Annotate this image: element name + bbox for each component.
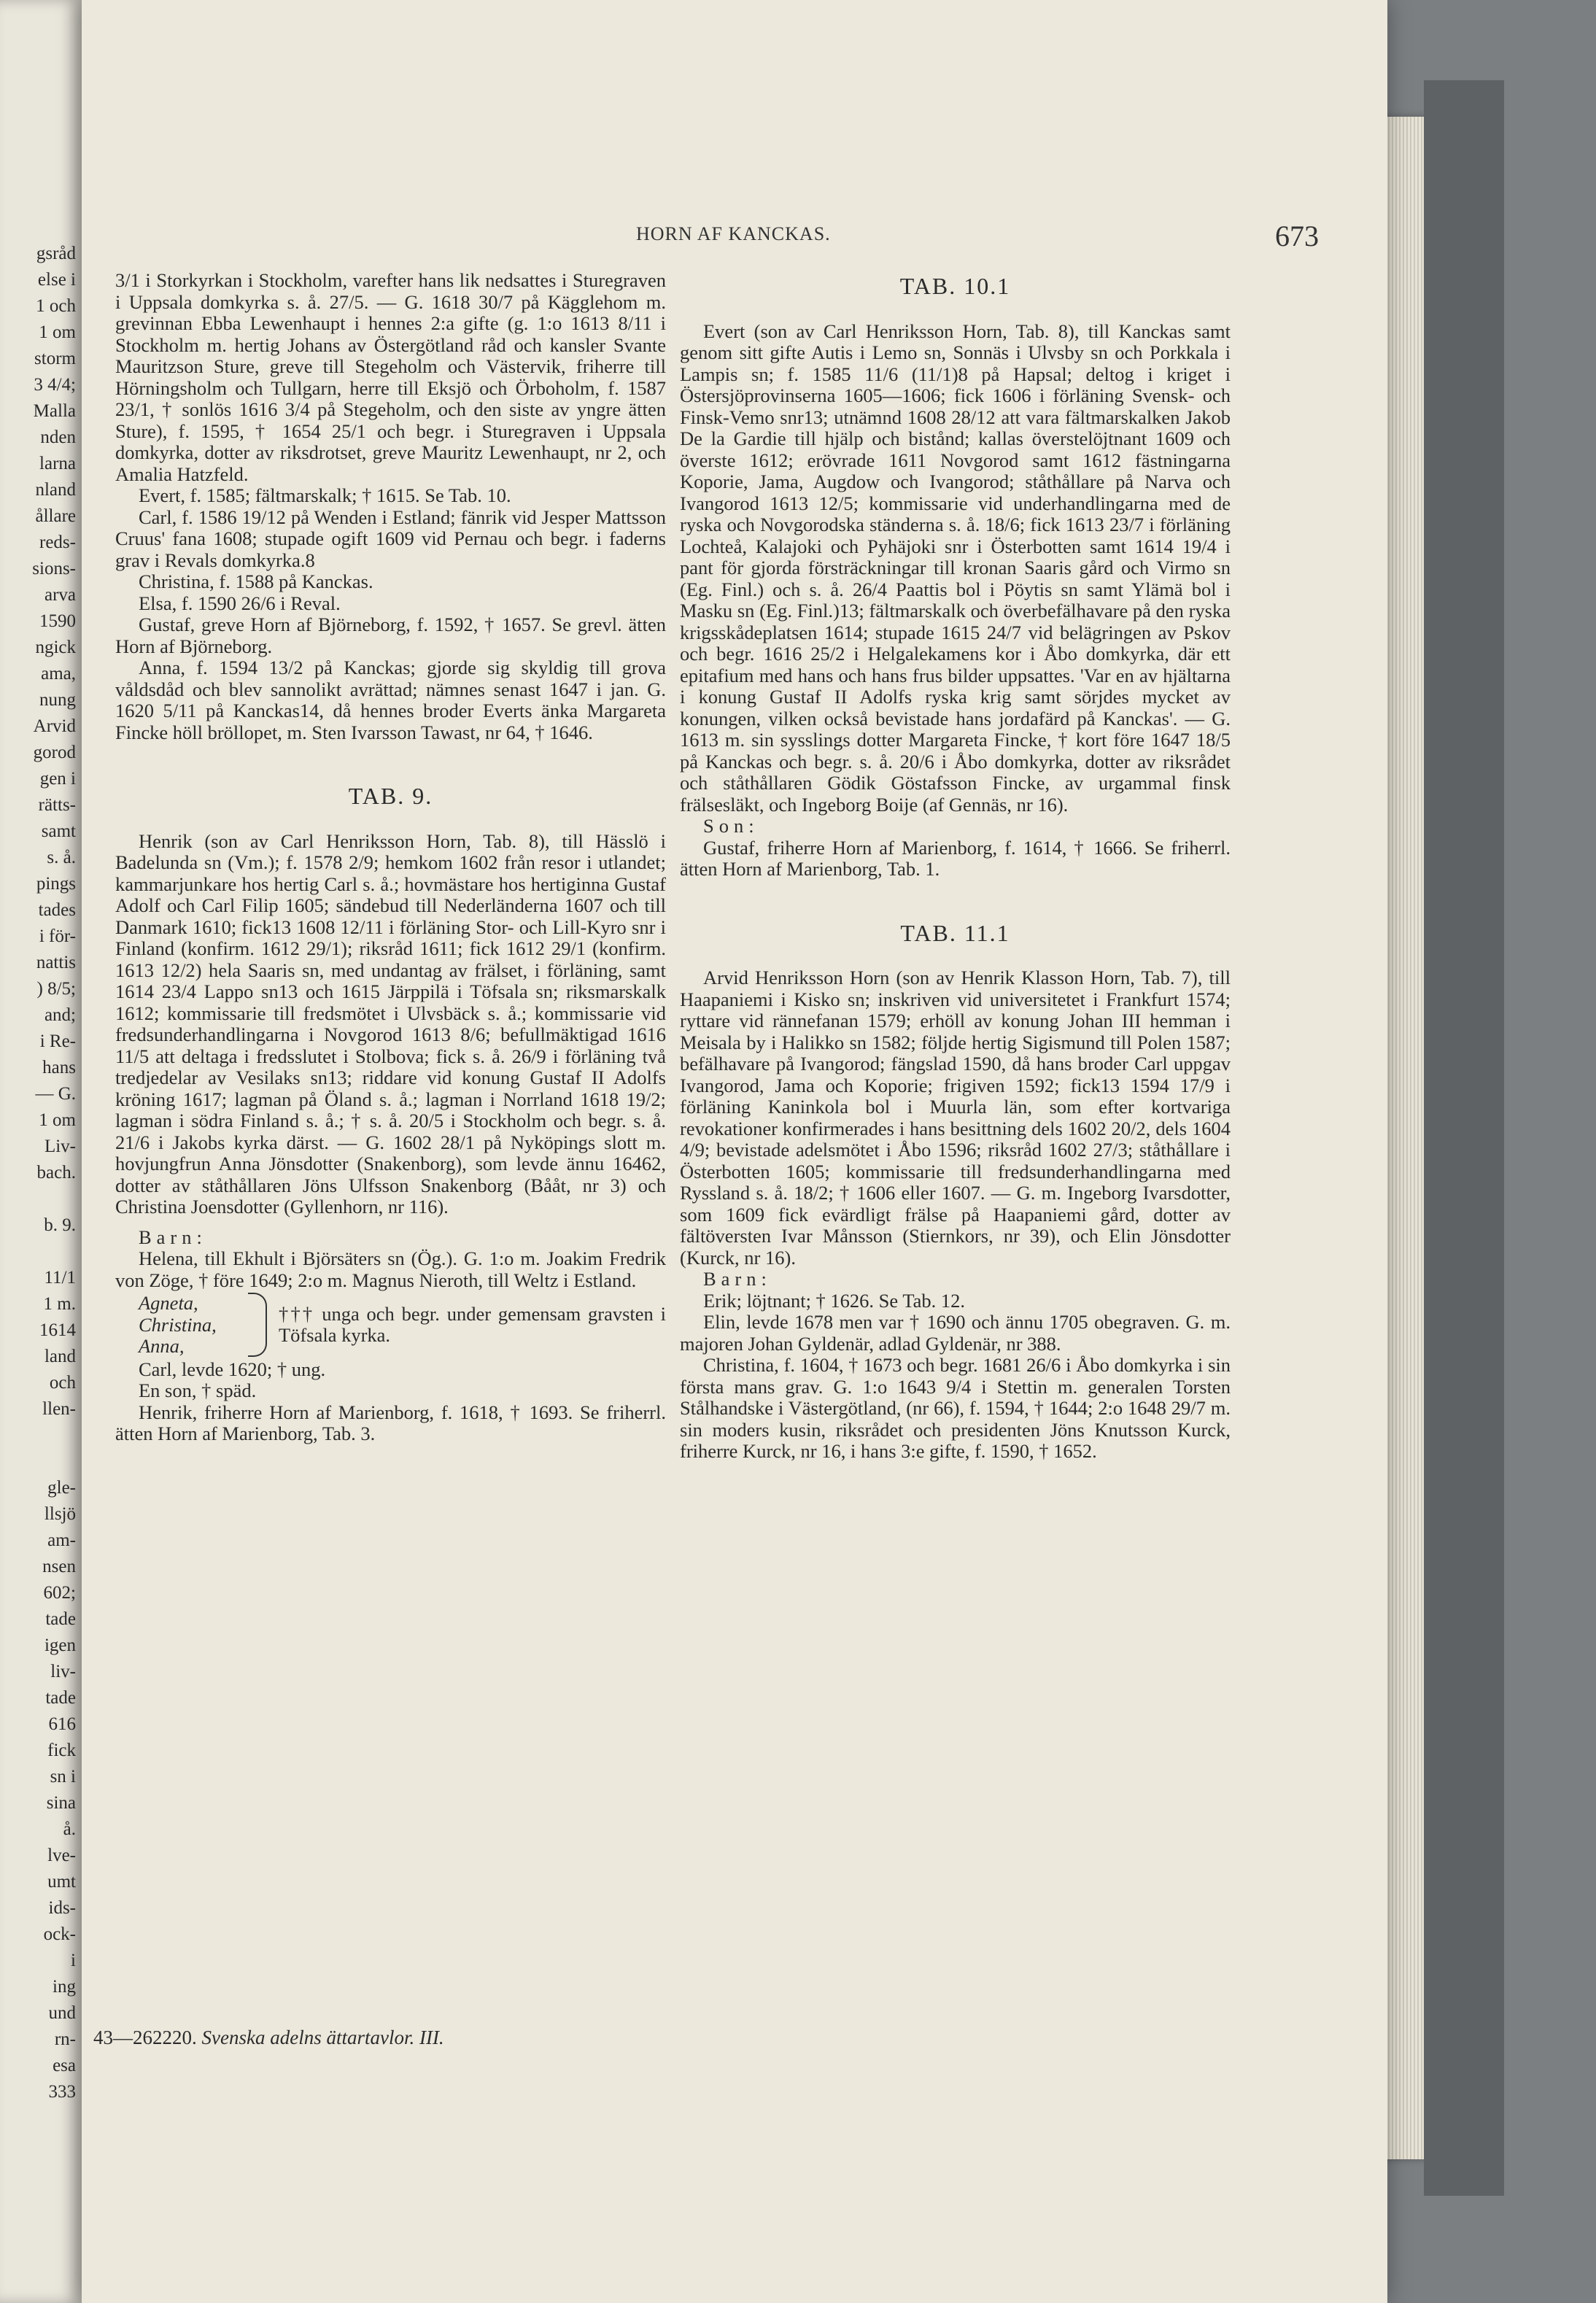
prev-page-fragment: 1 m. <box>43 1294 76 1314</box>
prev-page-fragment: 1 och <box>36 296 76 316</box>
prev-page-fragment: gle- <box>47 1478 76 1498</box>
prev-page-fragment: storm <box>34 349 76 368</box>
prev-page-fragment: i <box>71 1951 76 1970</box>
children-heading: Son: <box>703 815 759 837</box>
prev-page-fragment: reds- <box>39 533 76 552</box>
prev-page-fragment: 1 om <box>39 1110 76 1130</box>
prev-page-fragment: lve- <box>47 1846 76 1865</box>
prev-page-fragment: 3 4/4; <box>34 375 76 395</box>
paragraph: Christina, f. 1588 på Kanckas. <box>139 570 373 592</box>
prev-page-fragment: ngick <box>35 638 76 657</box>
running-head: HORN AF KANCKAS. <box>636 223 831 244</box>
prev-page-fragment: gorod <box>33 743 76 762</box>
prev-page-fragment: and; <box>44 1005 76 1025</box>
prev-page-fragment: liv- <box>50 1662 76 1681</box>
sibling-name: Agneta, <box>139 1292 198 1314</box>
prev-page-fragment: else i <box>37 270 76 290</box>
paragraph: Helena, till Ekhult i Björsäters sn (Ög.). G. 1:o m. Joakim Fredrik von Zöge, † före 1649; 2:o m. Magnus Nieroth, till Weltz i Estland. <box>115 1247 666 1291</box>
paragraph: Gustaf, friherre Horn af Marienborg, f. 1614, † 1666. Se friherrl. ätten Horn af Marienborg, Tab. 1. <box>680 836 1231 880</box>
prev-page-fragment: 333 <box>48 2082 76 2102</box>
prev-page-fragment: umt <box>47 1872 76 1892</box>
prev-page-fragment: tade <box>45 1688 76 1708</box>
paragraph: Christina, f. 1604, † 1673 och begr. 1681 26/6 i Åbo domkyrka i sin första mans grav. G. 1:o 1643 9/4 i Stettin m. generalen Torsten Stålhandske i Västergötland, (nr 66), f. 1594, † 1644; 2:o 1648 29/7 m. sin moders kusin, riksrådet och presidenten Jöns Knutsson Kurck, friherre Kurck, nr 16, i hans 3:e gifte, f. 1590, † 1652. <box>680 1354 1231 1462</box>
prev-page-fragment: nden <box>40 427 76 447</box>
prev-page-fragment: pings <box>36 874 76 894</box>
footer-title: Svenska adelns ättartavlor. III. <box>201 2027 444 2048</box>
prev-page-fragment: llen- <box>42 1399 76 1419</box>
prev-page-fragment: i för- <box>39 926 76 946</box>
paragraph: Evert (son av Carl Henriksson Horn, Tab. 8), till Kanckas samt genom sitt gifte Autis i Lemo sn, Sonnäs i Ulvsby sn och Porkkala i Lampis sn; f. 1585 11/6 (11/1)8 på Hapsal; deltog i kriget i Östersjöprovinserna 1605—1606; fick 1606 i förläning Svensk- och Finsk-Vemo snr13; utnämnd 1608 28/12 att vara fältmarskalken Jakob De la Gardie till hjälp och bistånd; kallas överstelöjtnant 1609 och överste 1612; erövrade 1611 Novgorod samt 1612 fästningarna Koporie, Jama, Augdow och Ivangorod; ståthållare på Narva och Ivangorod 1613 12/5; kommissarie vid underhandlingarna med de ryska och Novgorodska ständerna s. å. 18/6; fick 1613 23/7 i förläning Lochteå, Kalajoki och Pyhäjoki snr i Österbotten samt 1614 19/4 i pant för gjorda försträckningar till kronan Saaris gård och Virmo sn (Eg. Finl.) och s. å. 26/4 Paattis bol i Pöytis sn samt Ylämä bol i Masku sn (Eg. Finl.)13; fältmarskalk och överbefälhavare på den ryska krigsskådeplatsen 1614; stupade 1615 24/7 vid belägringen av Pskov och begr. 1616 25/2 i Helgalekamens kor i Åbo domkyrka, där ett epitafium med hans och hans frus bilder uppsattes. 'Var en av hjältarna i konung Gustaf II Adolfs ryska krig samt sörjdes mycket av konungen, vilken också bevistade hans jordafärd på Kanckas'. — G. 1613 m. sin sysslings dotter Margareta Fincke, † kort före 1647 18/5 på Kanckas och begr. s. å. 20/6 i Åbo domkyrka, dotter av riksrådet och ståthållaren Gödik Göstafsson Fincke, av urgammal finsk frälsesläkt, och Ingeborg Boije (af Gennäs, nr 16). <box>680 320 1231 816</box>
children-heading: Barn: <box>703 1268 772 1290</box>
prev-page-fragment: — G. <box>35 1084 76 1104</box>
prev-page-fragment: arva <box>44 585 76 605</box>
prev-page-fragment: ållare <box>35 506 76 526</box>
prev-page-fragment: rn- <box>54 2029 76 2049</box>
sibling-names <box>115 1293 248 1358</box>
sibling-name: Christina, <box>139 1313 217 1336</box>
paragraph: Henrik, friherre Horn af Marienborg, f. 1618, † 1693. Se friherrl. ätten Horn af Marienborg, Tab. 3. <box>115 1401 666 1444</box>
prev-page-fragment: s. å. <box>47 848 76 867</box>
prev-page-fragment: sions- <box>32 559 76 578</box>
sibling-note: ††† unga och begr. under gemensam gravsten i Töfsala kyrka. <box>279 1302 666 1347</box>
book-cover <box>1424 80 1504 2196</box>
children-heading: Barn: <box>139 1226 207 1248</box>
prev-page-fragment: fick <box>47 1741 76 1760</box>
prev-page-fragment: Liv- <box>44 1137 76 1156</box>
paragraph: Elin, levde 1678 men var † 1690 och ännu 1705 obegraven. G. m. majoren Johan Gyldenär, adlad Gyldenär, nr 388. <box>680 1311 1231 1355</box>
prev-page-fragment: 11/1 <box>44 1268 76 1288</box>
sibling-group <box>115 1293 666 1358</box>
paragraph: Gustaf, greve Horn af Björneborg, f. 1592, † 1657. Se grevl. ätten Horn af Björneborg. <box>115 614 666 657</box>
tab-heading: TAB. 11.1 <box>900 919 1010 946</box>
prev-page-fragment: ama, <box>41 664 76 684</box>
prev-page-fragment: llsjö <box>44 1504 76 1524</box>
prev-page-fragment: land <box>44 1347 76 1366</box>
prev-page-fragment: 1590 <box>39 611 76 631</box>
prev-page-fragment: rätts- <box>38 795 76 815</box>
prev-page-fragment: ing <box>53 1977 76 1997</box>
paragraph: Erik; löjtnant; † 1626. Se Tab. 12. <box>703 1289 966 1312</box>
paragraph: En son, † späd. <box>139 1379 257 1401</box>
brace-mark <box>248 1293 267 1357</box>
prev-page-fragment: Arvid <box>33 716 76 736</box>
prev-page-fragment: 616 <box>48 1714 76 1734</box>
tab-heading: TAB. 10.1 <box>899 273 1011 299</box>
paragraph: 3/1 i Storkyrkan i Stockholm, varefter hans lik nedsattes i Sturegraven i Uppsala domkyrka s. å. 27/5. — G. 1618 30/7 på Kägglehom m. grevinnan Ebba Lewenhaupt i hennes 2:a gifte (g. 1:o 1613 8/11 i Stockholm m. hertig Johans av Östergötland råd och kansler Svante Mauritzson Sture, greve till Stegeholm och Västervik, friherre till Hörningsholm och Tullgarn, herre till Eksjö och Örboholm, f. 1587 23/1, † sonlös 1616 3/4 på Stegeholm, och den siste av yngre ätten Sture), f. 1595, † 1654 25/1 och begr. i Sturegraven i Uppsala domkyrka, dotter av riksdrotset, greve Mauritz Lewenhaupt, nr 2, och Amalia Hatzfeld. <box>115 269 666 485</box>
prev-page-fragment: nland <box>35 480 76 500</box>
paragraph: Evert, f. 1585; fältmarskalk; † 1615. Se Tab. 10. <box>139 484 511 506</box>
page-number: 673 <box>1275 220 1319 252</box>
paragraph: Henrik (son av Carl Henriksson Horn, Tab. 8), till Hässlö i Badelunda sn (Vm.); f. 1578 2/9; hemkom 1602 från resor i utlandet; kammarjunkare hos hertig Carl s. å.; hovmästare hos hertiginna Gustaf Adolf och Carl Filip 1605; sändebud till Nederländerna 1607 och till Danmark 1610; fick13 1608 12/11 i förläning Stor- och Lill-Kyro snr i Finland (konfirm. 1612 29/1); riksråd 1611; fick 1612 29/1 (konfirm. 1613 12/2) hela Saaris sn, med undantag av frälset, i förläning, samt 1614 23/4 Lappo sn13 och 1615 Järppilä i Töfsala sn; riksmarskalk 1612; kommissarie till fredsmötet i Ulvsbäck s. å.; kommissarie vid fredsunderhandlingarna i Novgorod 1613 8/6; befullmäktigad 1616 11/5 att deltaga i fredsslutet i Stolbova; fick s. å. 26/9 i förläning två tredjedelar av Vesilaks sn13; riddare vid konung Gustaf II Adolfs kröning 1617; lagman på Öland s. å.; lagman i Norrland 1618 19/2; lagman i södra Finland s. å.; † s. å. 20/5 i Stockholm och begr. s. å. 21/6 i Jakobs kyrka därst. — G. 1602 28/1 på Nyköpings slott m. hovjungfrun Anna Jönsdotter (Snakenborg), som levde ännu 16462, dotter av ståthållaren Jöns Ulfsson Snakenborg (Bååt, nr 3) och Christina Joensdotter (Gyllenhorn, nr 116). <box>115 829 666 1218</box>
paragraph: Elsa, f. 1590 26/6 i Reval. <box>139 592 341 614</box>
prev-page-fragment: b. 9. <box>44 1215 76 1235</box>
prev-page-fragment: larna <box>39 454 76 473</box>
left-column <box>115 270 666 1445</box>
prev-page-fragment: gsråd <box>36 244 76 263</box>
sibling-name: Anna, <box>139 1335 185 1357</box>
prev-page-fragment: nung <box>39 690 76 710</box>
previous-page-edge <box>0 0 82 2303</box>
paragraph: Arvid Henriksson Horn (son av Henrik Klasson Horn, Tab. 7), till Haapaniemi i Kisko sn; inskriven vid universitetet i Frankfurt 1574; ryttare vid rännefanan 1579; erhöll av konung Johan III hemman i Meisala by i Halikko sn 1582; följde hertig Sigismund till Polen 1587; befälhavare på Ivangorod; fängslad 1590, då hans broder Carl uppgav Ivangorod, Jama och Koporie; frigiven 1592; fick13 1594 17/9 i förläning Kaninkola bol i Muurla län, som efter kortvariga revokationer konfirmerades i hans besittning dels 1602 20/2, dels 1604 4/9; bevistade adelsmötet i Åbo 1596; riksråd 1602 27/3; ståthållare i Österbotten 1605; kommissarie till fredsunderhandlingarna med Ryssland s. å. 18/2; † 1606 eller 1607. — G. m. Ingeborg Ivarsdotter, som 1609 fick evärdligt frälse på Haapaniemi gård, dotter av fältöversten Ivar Månsson (Stiernkors, nr 39), och Elin Jönsdotter (Kurck, nr 16). <box>680 967 1231 1269</box>
paragraph: Anna, f. 1594 13/2 på Kanckas; gjorde sig skyldig till grova våldsdåd och blev sannolikt avrättad; nämnes senast 1647 i jan. G. 1620 5/11 på Kanckas14, då hennes broder Everts änka Margareta Fincke höll bröllopet, m. Sten Ivarsson Tawast, nr 64, † 1646. <box>115 657 666 743</box>
prev-page-fragment: sina <box>46 1793 76 1813</box>
prev-page-fragment: ock- <box>43 1924 76 1944</box>
prev-page-fragment: och <box>49 1373 76 1393</box>
prev-page-fragment: å. <box>63 1819 76 1839</box>
paragraph: Carl, levde 1620; † ung. <box>139 1358 326 1380</box>
prev-page-fragment: sn i <box>50 1767 76 1787</box>
prev-page-fragment: 1 om <box>39 322 76 342</box>
paragraph: Carl, f. 1586 19/12 på Wenden i Estland; fänrik vid Jesper Mattsson Cruus' fana 1608; stupade ogift 1609 vid Pernau och begr. i faderns grav i Revals domkyrka.8 <box>115 506 666 571</box>
prev-page-fragment: tade <box>45 1609 76 1629</box>
prev-page-fragment: tades <box>38 900 76 920</box>
prev-page-fragment: hans <box>42 1058 76 1077</box>
tab-heading: TAB. 9. <box>348 783 433 809</box>
prev-page-fragment: i Re- <box>39 1031 76 1051</box>
footer-signature: 43—262220. <box>93 2027 197 2048</box>
page-footer <box>93 2027 444 2049</box>
prev-page-fragment: samt <box>41 821 76 841</box>
prev-page-fragment: gen i <box>39 769 76 789</box>
prev-page-fragment: ) 8/5; <box>36 979 76 999</box>
prev-page-fragment: esa <box>53 2056 76 2075</box>
prev-page-fragment: bach. <box>36 1163 76 1183</box>
prev-page-fragment: 1614 <box>39 1320 76 1340</box>
prev-page-fragment: nattis <box>36 953 76 972</box>
prev-page-fragment: nsen <box>42 1557 76 1576</box>
prev-page-fragment: und <box>48 2003 76 2023</box>
prev-page-fragment: am- <box>47 1530 76 1550</box>
prev-page-fragment: igen <box>44 1636 76 1655</box>
prev-page-fragment: Malla <box>33 401 76 421</box>
right-column <box>680 270 1231 1463</box>
prev-page-fragment: 602; <box>43 1583 76 1603</box>
prev-page-fragment: ids- <box>48 1898 76 1918</box>
